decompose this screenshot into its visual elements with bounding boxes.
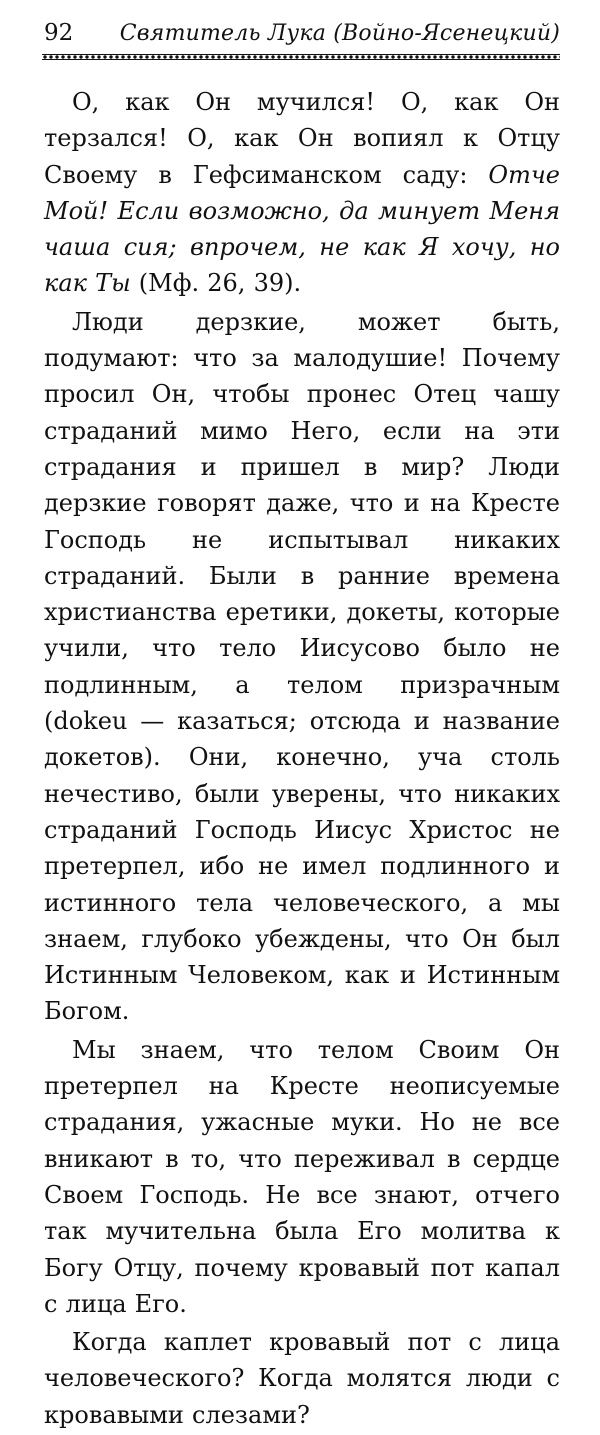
paragraph-1 bbox=[44, 84, 560, 302]
body-text bbox=[44, 84, 560, 1435]
running-header bbox=[44, 16, 560, 50]
paragraph-4: Когда каплет кровавый пот с лица человеческого? Когда молятся люди с кровавыми слезами? bbox=[44, 1328, 560, 1429]
paragraph-3: Мы знаем, что телом Своим Он претерпел на Кресте неописуемые страдания, ужасные муки. Но не все вникают в то, что переживал в сердце Своем Господь. Не все знают, отчего так мучительна была Его молитва к Богу Отцу, почему кровавый пот капал с лица Его. bbox=[44, 1035, 560, 1318]
running-title: Святитель Лука (Войно-Ясенецкий) bbox=[119, 21, 560, 46]
header-ornamental-rule bbox=[42, 53, 560, 61]
page-number: 92 bbox=[44, 20, 74, 46]
scripture-reference: (Мф. 26, 39). bbox=[130, 269, 302, 298]
paragraph-1-lead: О, как Он мучился! О, как Он терзался! О, как Он вопиял к Отцу Своему в Гефсиманском саду: bbox=[44, 88, 560, 189]
scripture-quote: Отче Мой! Если возможно, да минует Меня чаша сия; впрочем, не как Я хочу, но как Ты bbox=[44, 160, 560, 298]
paragraph-2: Люди дерзкие, может быть, подумают: что за малодушие! Почему просил Он, чтобы пронес Отец чашу страданий мимо Него, если на эти страдания и пришел в мир? Люди дерзкие говорят даже, что и на Кресте Господь не испытывал никаких страданий. Были в ранние времена христианства еретики, докеты, которые учили, что тело Иисусово было не подлинным, а телом призрачным (dokeu — казаться; отсюда и название докетов). Они, конечно, уча столь нечестиво, были уверены, что никаких страданий Господь Иисус Христос не претерпел, ибо не имел подлинного и истинного тела человеческого, а мы знаем, глубоко убеждены, что Он был Истинным Человеком, как и Истинным Богом. bbox=[44, 307, 560, 1026]
